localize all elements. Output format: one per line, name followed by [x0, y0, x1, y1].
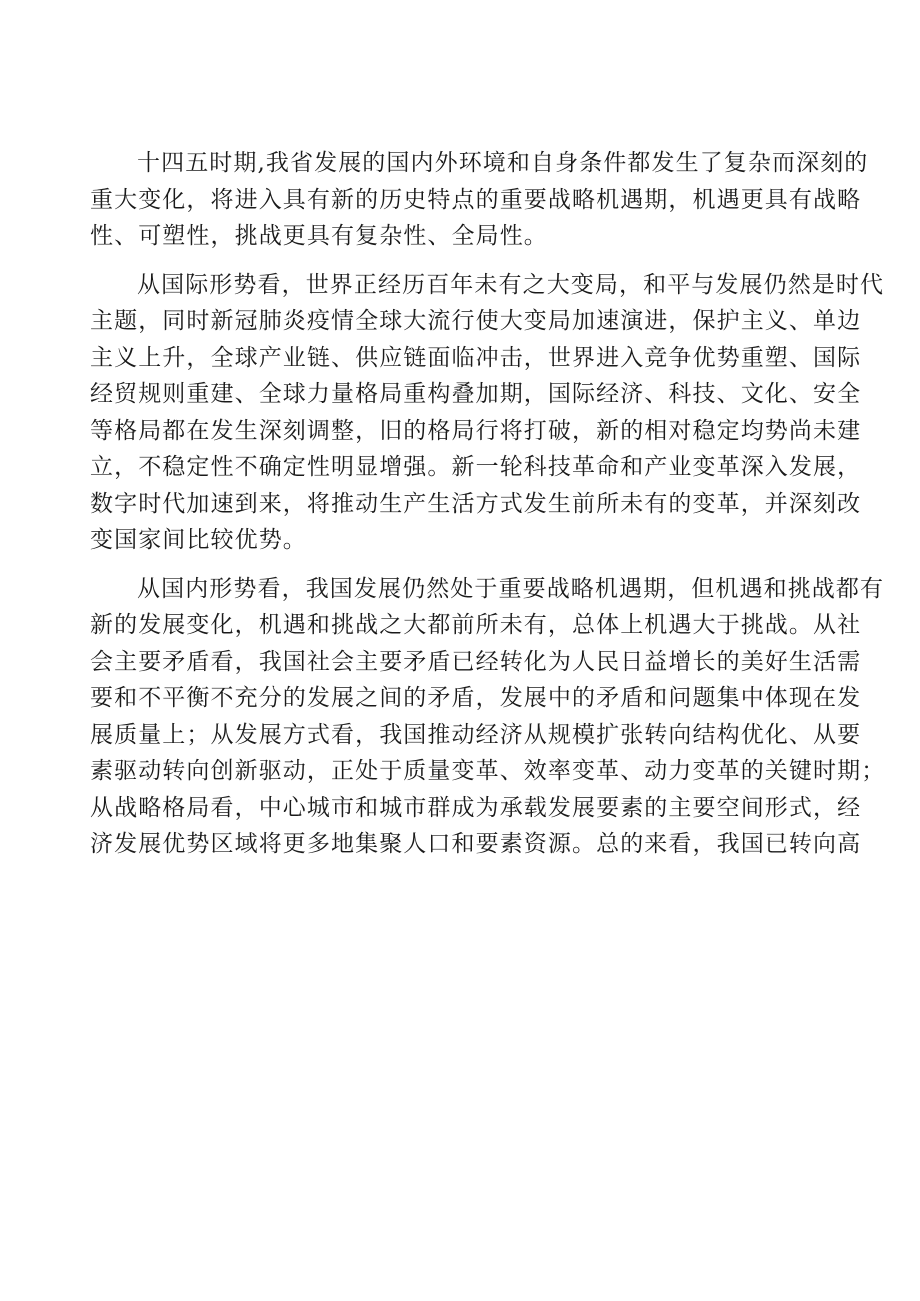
paragraph-line: 性、可塑性，挑战更具有复杂性、全局性。	[90, 223, 548, 249]
document-body	[90, 145, 886, 875]
paragraph-line: 要和不平衡不充分的发展之间的矛盾，发展中的矛盾和问题集中体现在发	[90, 685, 862, 711]
paragraph-line: 从战略格局看，中心城市和城市群成为承载发展要素的主要空间形式，经	[90, 794, 862, 821]
paragraph-line: 等格局都在发生深刻调整，旧的格局行将打破，新的相对稳定均势尚未建	[90, 417, 862, 444]
paragraph-line: 展质量上；从发展方式看，我国推动经济从规模扩张转向结构优化、从要	[90, 721, 862, 748]
paragraph-line: 数字时代加速到来，将推动生产生活方式发生前所未有的变革，并深刻改	[90, 490, 862, 517]
paragraph-line: 新的发展变化，机遇和挑战之大都前所未有，总体上机遇大于挑战。从社	[90, 612, 862, 638]
paragraph-2	[90, 267, 885, 559]
paragraph-line: 从国内形势看，我国发展仍然处于重要战略机遇期，但机遇和挑战都有	[137, 575, 885, 602]
paragraph-line: 主义上升，全球产业链、供应链面临冲击，世界进入竞争优势重塑、国际	[90, 344, 862, 371]
paragraph-line: 立，不稳定性不确定性明显增强。新一轮科技革命和产业变革深入发展，	[90, 454, 862, 480]
paragraph-line: 十四五时期,我省发展的国内外环境和自身条件都发生了复杂而深刻的	[137, 150, 869, 176]
paragraph-1	[90, 145, 869, 255]
paragraph-line: 素驱动转向创新驱动，正处于质量变革、效率变革、动力变革的关键时期；	[90, 758, 886, 784]
paragraph-line: 经贸规则重建、全球力量格局重构叠加期，国际经济、科技、文化、安全	[90, 381, 862, 407]
paragraph-line: 会主要矛盾看，我国社会主要矛盾已经转化为人民日益增长的美好生活需	[90, 648, 862, 675]
paragraph-line: 重大变化，将进入具有新的历史特点的重要战略机遇期，机遇更具有战略	[90, 186, 862, 213]
paragraph-3	[90, 571, 886, 863]
paragraph-line: 从国际形势看，世界正经历百年未有之大变局，和平与发展仍然是时代	[137, 271, 885, 298]
paragraph-line: 变国家间比较优势。	[90, 527, 307, 553]
paragraph-line: 主题，同时新冠肺炎疫情全球大流行使大变局加速演进，保护主义、单边	[90, 308, 862, 334]
paragraph-line: 济发展优势区域将更多地集聚人口和要素资源。总的来看，我国已转向高	[90, 831, 862, 857]
